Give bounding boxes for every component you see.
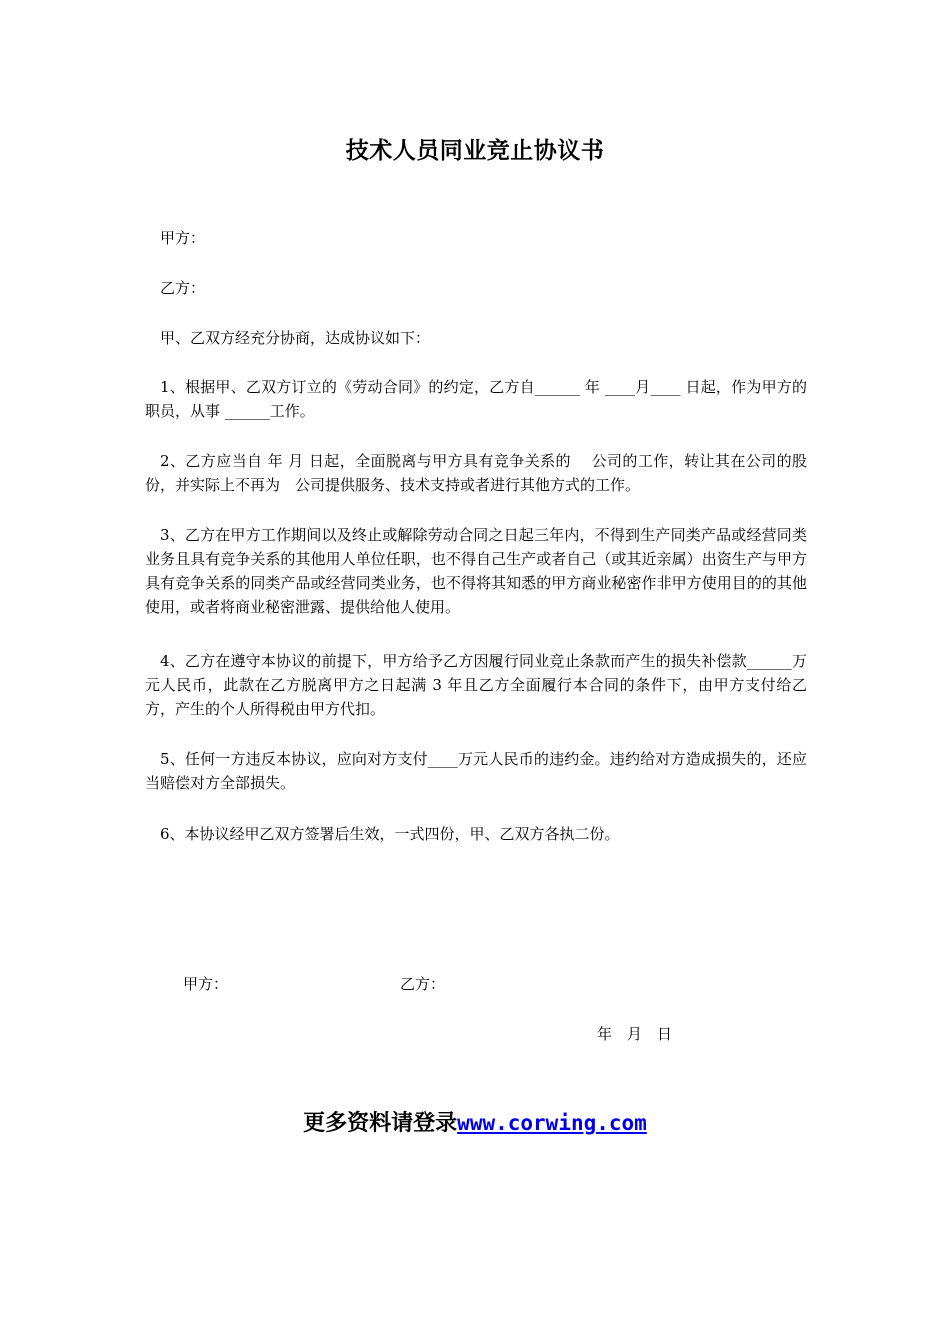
- party-a-label: 甲方：: [160, 229, 206, 247]
- clause-5: 5、任何一方违反本协议，应向对方支付____万元人民币的违约金。违约给对方造成损失的，还应当赔偿对方全部损失。: [145, 750, 807, 792]
- signature-date: 年 月 日: [597, 1025, 673, 1043]
- clause-1: 1、根据甲、乙双方订立的《劳动合同》的约定，乙方自______ 年 ____月____ 日起，作为甲方的职员，从事 ______工作。: [145, 378, 807, 420]
- signature-party-a: 甲方：: [183, 975, 229, 993]
- party-b-label: 乙方：: [160, 279, 206, 297]
- clause-6: 6、本协议经甲乙双方签署后生效，一式四份，甲、乙双方各执二份。: [160, 825, 620, 843]
- footer-banner: [0, 1106, 950, 1137]
- clause-2: 2、乙方应当自 年 月 日起，全面脱离与甲方具有竞争关系的 公司的工作，转让其在公司的股份，并实际上不再为 公司提供服务、技术支持或者进行其他方式的工作。: [145, 452, 807, 494]
- intro-paragraph: 甲、乙双方经充分协商，达成协议如下：: [160, 329, 431, 347]
- signature-party-b: 乙方：: [400, 975, 446, 993]
- clause-3: 3、乙方在甲方工作期间以及终止或解除劳动合同之日起三年内，不得到生产同类产品或经营同类业务且具有竞争关系的其他用人单位任职，也不得自己生产或者自己（或其近亲属）出资生产与甲方具有竞争关系的同类产品或经营同类业务，也不得将其知悉的甲方商业秘密作非甲方使用目的的其他使用，或者将商业秘密泄露、提供给他人使用。: [145, 526, 807, 616]
- footer-link[interactable]: www.corwing.com: [457, 1111, 647, 1135]
- document-title: 技术人员同业竞止协议书: [345, 137, 605, 164]
- clause-4: 4、乙方在遵守本协议的前提下，甲方给予乙方因履行同业竞止条款而产生的损失补偿款______万元人民币，此款在乙方脱离甲方之日起满 3 年且乙方全面履行本合同的条件下，由甲方支付给乙方，产生的个人所得税由甲方代扣。: [145, 652, 807, 718]
- footer-text: 更多资料请登录: [303, 1111, 458, 1136]
